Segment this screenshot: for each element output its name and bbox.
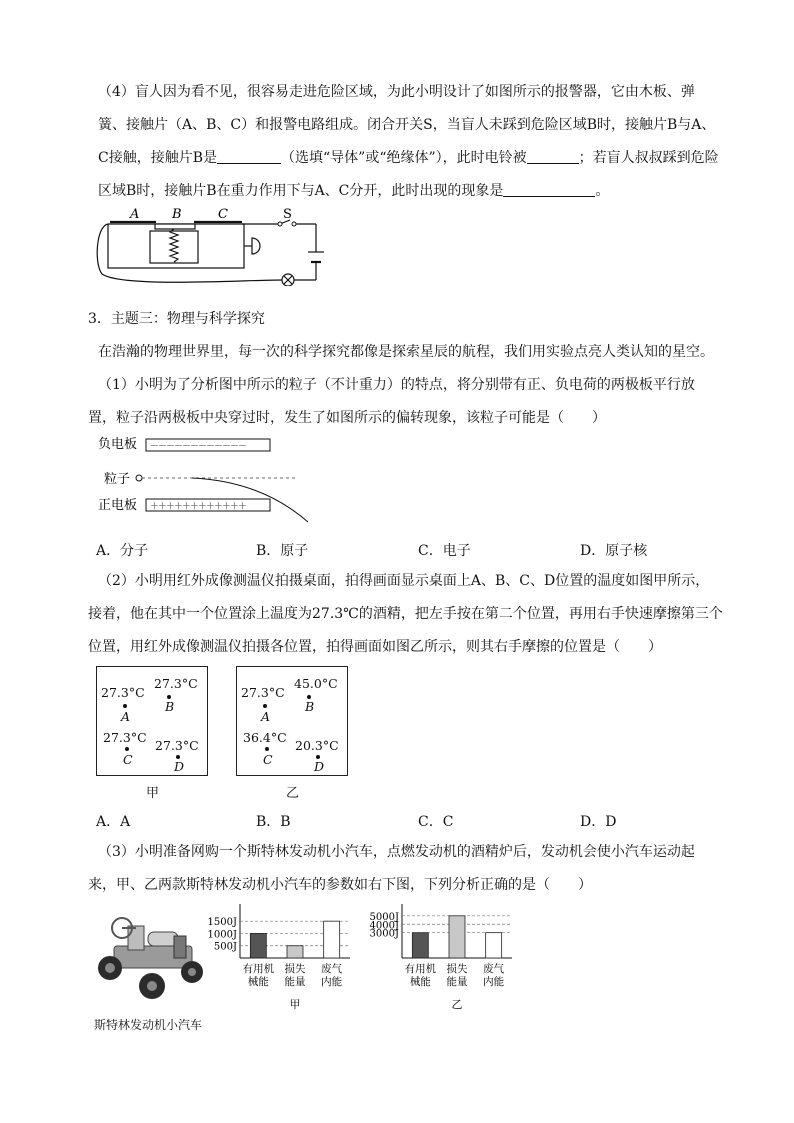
positive-plate-label: 正电板 xyxy=(98,498,138,513)
temp-d: 20.3°C xyxy=(295,738,339,753)
temp-a: 27.3°C xyxy=(101,685,145,700)
q3-3-line-1: （3）小明准备网购一个斯特林发动机小汽车，点燃发动机的酒精炉后，发动机会使小汽车运动起 xyxy=(98,844,695,860)
point-a-label: A xyxy=(261,709,271,724)
plate-a-label: A xyxy=(130,207,140,222)
q4-line-2: 簧、接触片（A、B、C）和报警电路组成。闭合开关S，当盲人未踩到危险区域B时，接触片B与A、 xyxy=(98,117,716,133)
q4-line-4a: 区域B时，接触片B在重力作用下与A、C分开，此时出现的现象是 xyxy=(98,183,504,199)
x-tick-label: 损失 xyxy=(446,963,468,975)
q3-3-line-2: 来，甲、乙两款斯特林发动机小汽车的参数如右下图，下列分析正确的是（ ） xyxy=(88,877,592,893)
q3-2-line-2: 接着，他在其中一个位置涂上温度为27.3℃的酒精，把左手按在第二个位置，再用右手快速摩擦第三个 xyxy=(88,606,723,622)
particle-deflection-figure xyxy=(96,434,326,526)
y-tick-label: 3000J xyxy=(369,928,399,940)
temp-b: 27.3°C xyxy=(154,676,198,691)
q4-line-3b: （选填“导体”或“绝缘体”），此时电铃被 xyxy=(281,150,527,166)
positive-signs: ＋＋＋＋＋＋＋＋＋＋＋＋ xyxy=(150,502,247,512)
energy-chart-jia xyxy=(200,900,370,1040)
q3-1-option-b[interactable]: B．原子 xyxy=(256,543,309,559)
bar xyxy=(324,921,340,958)
temp-a: 27.3°C xyxy=(241,685,285,700)
bar xyxy=(486,933,502,958)
x-tick-label: 内能 xyxy=(321,976,343,988)
x-tick-label: 有用机 xyxy=(404,963,437,975)
answer-blank-3[interactable] xyxy=(503,180,595,197)
chart-caption: 乙 xyxy=(451,998,463,1011)
q3-2-line-3: 位置，用红外成像测温仪拍摄各位置，拍得画面如图乙所示，则其右手摩擦的位置是（ ） xyxy=(88,639,662,655)
temp-c: 27.3°C xyxy=(103,730,147,745)
answer-blank-1[interactable] xyxy=(217,147,281,164)
q3-1-line-2: 置，粒子沿两极板中央穿过时，发生了如图所示的偏转现象，该粒子可能是（ ） xyxy=(88,410,606,426)
q3-2-option-c[interactable]: C．C xyxy=(418,814,454,830)
bar xyxy=(287,946,303,958)
point-c-dot xyxy=(265,747,269,751)
q3-2-line-1: （2）小明用红外成像测温仪拍摄桌面，拍得画面显示桌面上A、B、C、D位置的温度如图甲所示， xyxy=(98,573,710,589)
plate-b-label: B xyxy=(172,207,182,222)
bar xyxy=(412,933,428,958)
q3-2-option-a[interactable]: A．A xyxy=(96,814,131,830)
point-d-label: D xyxy=(314,759,325,774)
point-c-dot xyxy=(125,747,129,751)
q3-2-option-d[interactable]: D．D xyxy=(580,814,617,830)
negative-signs: －－－－－－－－－－－－ xyxy=(150,442,247,452)
q4-line-3 xyxy=(98,142,738,175)
point-b-label: B xyxy=(305,699,315,714)
q4-line-3a: C接触，接触片B是 xyxy=(98,150,217,166)
panel-yi-caption: 乙 xyxy=(286,786,300,801)
temp-c: 36.4°C xyxy=(243,730,287,745)
stirling-car-image xyxy=(92,912,212,1012)
x-tick-label: 能量 xyxy=(284,976,306,988)
x-tick-label: 械能 xyxy=(247,976,269,988)
x-tick-label: 损失 xyxy=(284,963,306,975)
point-c-label: C xyxy=(263,752,273,767)
panel-jia-caption: 甲 xyxy=(146,786,160,801)
x-tick-label: 能量 xyxy=(446,976,468,988)
x-tick-label: 废气 xyxy=(483,963,505,975)
q4-line-1: （4）盲人因为看不见，很容易走进危险区域，为此小明设计了如图所示的报警器，它由木板、弹 xyxy=(98,84,695,100)
particle-label: 粒子 xyxy=(104,472,131,487)
thermal-panel-yi xyxy=(236,666,348,776)
q3-1-option-d[interactable]: D．原子核 xyxy=(580,543,648,559)
alarm-circuit-figure xyxy=(92,204,332,286)
section-3-intro: 在浩瀚的物理世界里，每一次的科学探究都像是探索星辰的航程，我们用实验点亮人类认知的星空。 xyxy=(98,344,714,360)
car-caption: 斯特林发动机小汽车 xyxy=(94,1018,203,1032)
x-tick-label: 废气 xyxy=(321,963,343,975)
point-c-label: C xyxy=(123,752,133,767)
chart-body xyxy=(370,904,512,1011)
negative-plate-label: 负电板 xyxy=(98,437,138,452)
chart-body xyxy=(208,904,350,1011)
y-tick-label: 1000J xyxy=(207,929,237,941)
y-tick-label: 1500J xyxy=(207,917,237,929)
point-a-dot xyxy=(123,704,127,708)
point-a-label: A xyxy=(121,709,131,724)
switch-s-label: S xyxy=(283,207,292,222)
section-3-title: 3．主题三：物理与科学探究 xyxy=(88,311,265,327)
chart-caption: 甲 xyxy=(289,998,301,1011)
x-tick-label: 有用机 xyxy=(242,963,275,975)
point-d-label: D xyxy=(174,759,185,774)
answer-blank-2[interactable] xyxy=(527,147,579,164)
plate-c-label: C xyxy=(218,207,228,222)
temp-b: 45.0°C xyxy=(294,676,338,691)
bar xyxy=(449,916,465,958)
y-tick-label: 500J xyxy=(213,941,237,953)
q3-2-option-b[interactable]: B．B xyxy=(256,814,291,830)
point-a-dot xyxy=(263,704,267,708)
x-tick-label: 械能 xyxy=(409,976,431,988)
q3-1-line-1: （1）小明为了分析图中所示的粒子（不计重力）的特点，将分别带有正、负电荷的两极板平行放 xyxy=(98,377,695,393)
q4-line-4b: 。 xyxy=(595,183,610,199)
thermal-panel-jia xyxy=(96,666,208,776)
y-tick-label: 4000J xyxy=(369,920,399,932)
q3-1-option-c[interactable]: C．电子 xyxy=(418,543,471,559)
bar xyxy=(250,933,266,958)
temp-d: 27.3°C xyxy=(155,738,199,753)
point-b-label: B xyxy=(165,699,175,714)
q4-line-3c: ；若盲人叔叔踩到危险 xyxy=(578,150,719,166)
x-tick-label: 内能 xyxy=(483,976,505,988)
energy-chart-yi xyxy=(362,900,532,1040)
y-tick-label: 5000J xyxy=(369,911,399,923)
q3-1-option-a[interactable]: A．分子 xyxy=(96,543,149,559)
